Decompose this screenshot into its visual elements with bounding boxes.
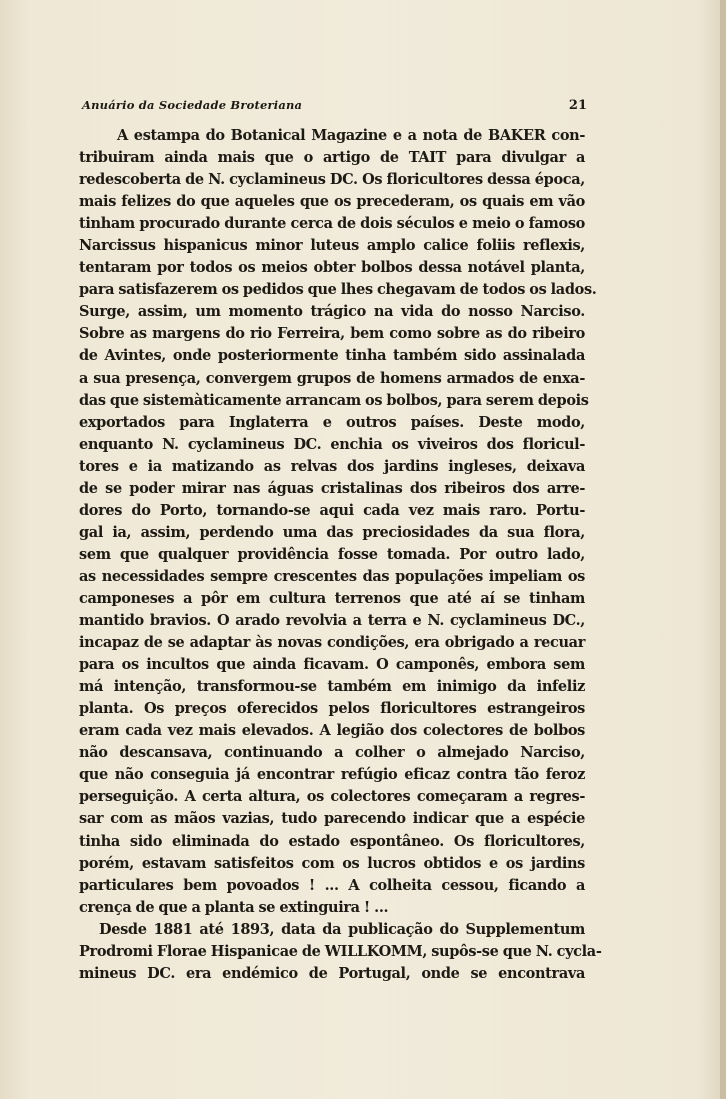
text-line: mantido bravios. O arado revolvia a terra e N. cyclamineus DC., <box>79 612 585 630</box>
text-line: tribuiram ainda mais que o artigo de TAIT para divulgar a <box>79 149 585 167</box>
text-line: para os incultos que ainda ficavam. O camponês, embora sem <box>79 656 585 674</box>
text-line: sar com as mãos vazias, tudo parecendo indicar que a espécie <box>79 810 585 828</box>
text-line: tores e ia matizando as relvas dos jardins ingleses, deixava <box>79 457 585 475</box>
text-line: má intenção, transformou-se também em inimigo da infeliz <box>79 678 585 696</box>
text-line: não descansava, continuando a colher o almejado Narciso, <box>79 744 585 762</box>
text-line: porém, estavam satisfeitos com os lucros obtidos e os jardins <box>79 854 585 872</box>
text-line: redescoberta de N. cyclamineus DC. Os floricultores dessa época, <box>79 171 585 189</box>
text-line: para satisfazerem os pedidos que lhes chegavam de todos os lados. <box>79 281 597 299</box>
page-edge <box>720 0 726 1099</box>
journal-title: Anuário da Sociedade Broteriana <box>82 98 303 112</box>
text-line: gal ia, assim, perdendo uma das preciosidades da sua flora, <box>79 523 585 541</box>
text-line: dores do Porto, tornando-se aqui cada vez mais raro. Portu- <box>79 501 585 519</box>
text-line: mais felizes do que aqueles que os precederam, os quais em vão <box>79 193 585 211</box>
text-line: enquanto N. cyclamineus DC. enchia os viveiros dos floricul- <box>79 435 585 453</box>
page-number: 21 <box>568 98 587 113</box>
text-line: que não conseguia já encontrar refúgio eficaz contra tão feroz <box>79 766 585 784</box>
text-line: A estampa do Botanical Magazine e a nota de BAKER con- <box>117 127 585 144</box>
text-line: tinha sido eliminada do estado espontâneo. Os floricultores, <box>79 832 585 850</box>
text-line: incapaz de se adaptar às novas condições, era obrigado a recuar <box>79 634 585 652</box>
text-line: Sobre as margens do rio Ferreira, bem como sobre as do ribeiro <box>79 325 585 343</box>
text-line: planta. Os preços oferecidos pelos floricultores estrangeiros <box>79 700 585 718</box>
text-line: perseguição. A certa altura, os colectores começaram a regres- <box>79 788 585 806</box>
text-line: Narcissus hispanicus minor luteus amplo calice foliis reflexis, <box>79 237 585 255</box>
text-line: de Avintes, onde posteriormente tinha também sido assinalada <box>79 347 585 365</box>
text-line: particulares bem povoados ! ... A colheita cessou, ficando a <box>79 876 585 894</box>
body-text <box>79 125 602 985</box>
text-line: sem que qualquer providência fosse tomada. Por outro lado, <box>79 545 585 563</box>
text-line: Prodromi Florae Hispanicae de WILLKOMM, supôs-se que N. cycla- <box>79 942 602 960</box>
running-head <box>82 96 587 118</box>
text-line: das que sistemàticamente arrancam os bolbos, para serem depois <box>79 391 589 409</box>
text-line: as necessidades sempre crescentes das populações impeliam os <box>79 567 585 585</box>
text-line: eram cada vez mais elevados. A legião dos colectores de bolbos <box>79 722 585 740</box>
text-line: Surge, assim, um momento trágico na vida do nosso Narciso. <box>79 303 585 321</box>
text-line: a sua presença, convergem grupos de homens armados de enxa- <box>79 369 585 387</box>
text-line: crença de que a planta se extinguira ! ... <box>79 898 389 916</box>
text-line: Desde 1881 até 1893, data da publicação do Supplementum <box>99 920 585 938</box>
text-line: de se poder mirar nas águas cristalinas dos ribeiros dos arre- <box>79 479 585 497</box>
text-line: tentaram por todos os meios obter bolbos dessa notável planta, <box>79 259 585 277</box>
text-line: mineus DC. era endémico de Portugal, onde se encontrava <box>79 964 585 982</box>
text-line: exportados para Inglaterra e outros países. Deste modo, <box>79 413 585 431</box>
text-line: tinham procurado durante cerca de dois séculos e meio o famoso <box>79 215 585 233</box>
text-line: camponeses a pôr em cultura terrenos que até aí se tinham <box>79 589 585 607</box>
